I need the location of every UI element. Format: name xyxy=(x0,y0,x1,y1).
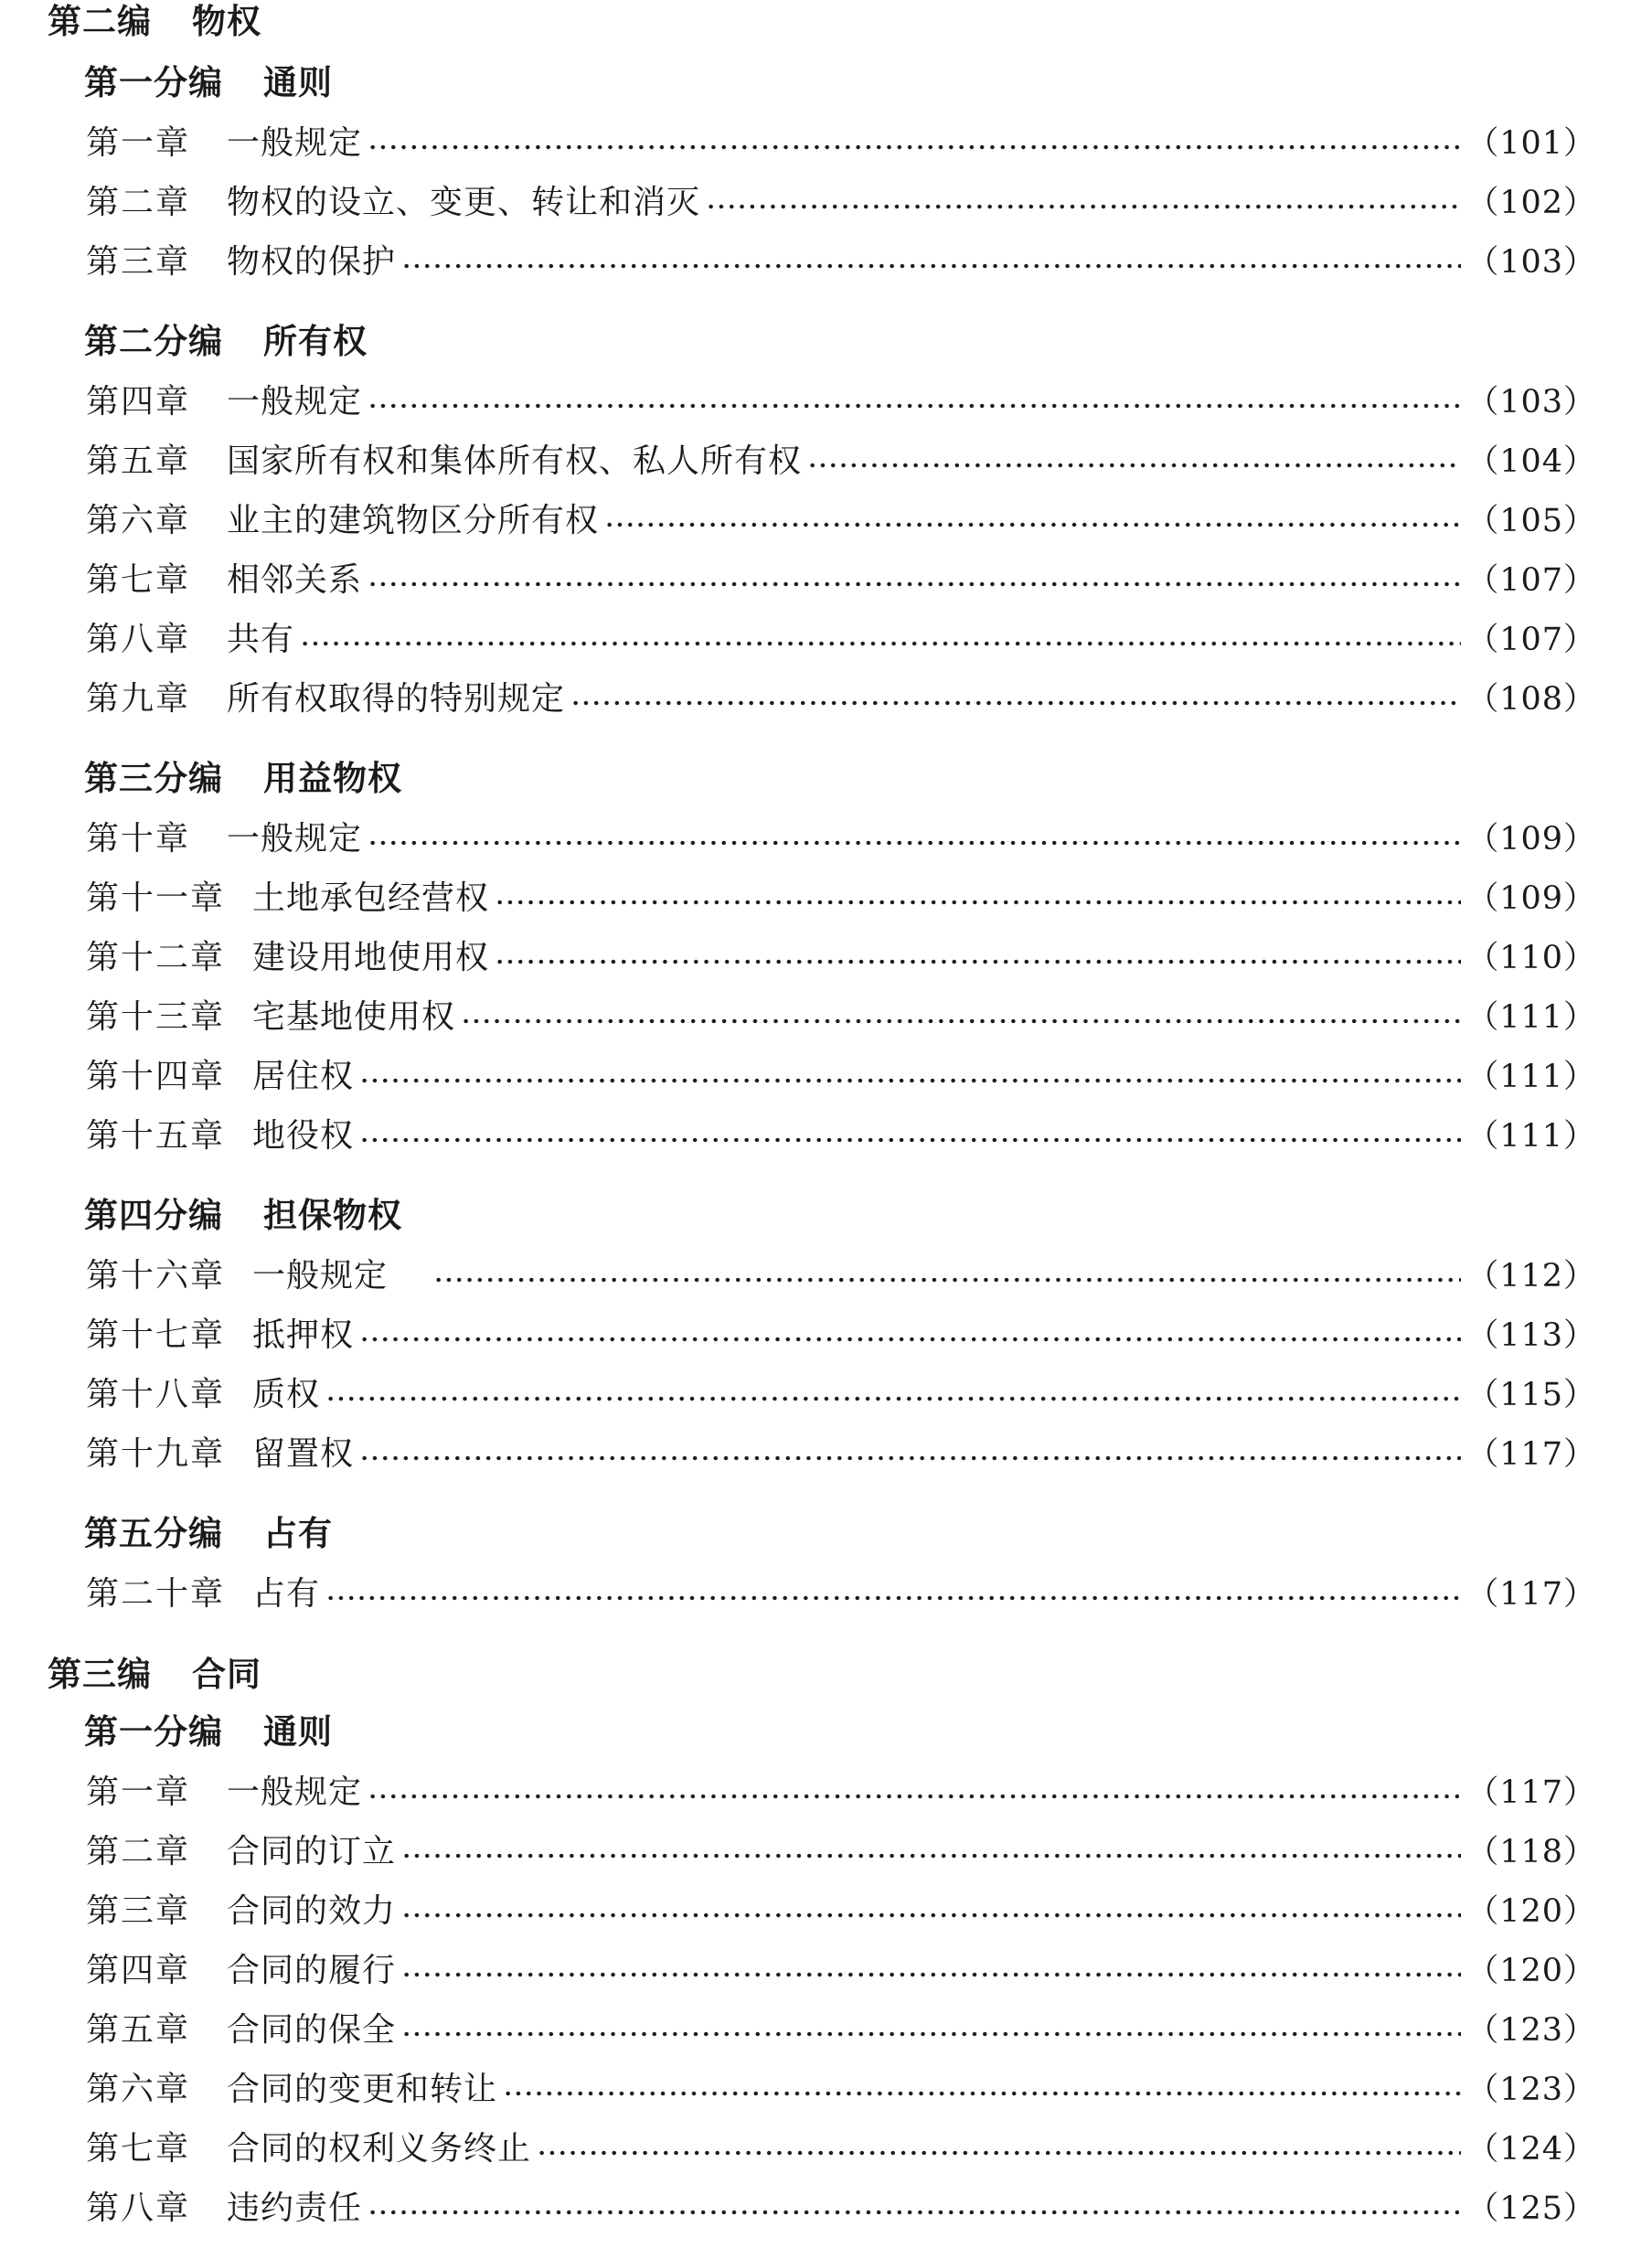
chapter-title: 占有 xyxy=(252,1575,321,1613)
chapter-number: 第十六章 xyxy=(86,1257,226,1294)
chapter-title: 抵押权 xyxy=(252,1316,355,1354)
chapter-title: 违约责任 xyxy=(227,2189,363,2227)
dot-leader xyxy=(368,144,1461,150)
chapter-title: 合同的履行 xyxy=(227,1952,397,1989)
chapter-title: 所有权取得的特别规定 xyxy=(227,680,566,718)
toc-entry[interactable] xyxy=(86,1951,1596,1991)
chapter-number: 第二章 xyxy=(86,184,191,221)
chapter-number: 第二十章 xyxy=(86,1575,226,1613)
chapter-number: 第七章 xyxy=(86,561,191,599)
toc-entry[interactable] xyxy=(86,1256,1596,1296)
page-number: （113） xyxy=(1466,1317,1596,1354)
subpart-name: 占有 xyxy=(263,1514,333,1553)
chapter-title: 合同的保全 xyxy=(227,2011,397,2049)
page-number: （124） xyxy=(1466,2131,1596,2168)
dot-leader xyxy=(401,1853,1461,1859)
toc-entry[interactable] xyxy=(86,123,1596,164)
subpart-name: 担保物权 xyxy=(263,1196,402,1235)
chapter-number: 第二章 xyxy=(86,1833,191,1870)
dot-leader xyxy=(368,581,1461,587)
page-number: （117） xyxy=(1466,1576,1596,1613)
page-number: （120） xyxy=(1466,1893,1596,1930)
toc-entry[interactable] xyxy=(86,938,1596,978)
chapter-title: 合同的变更和转让 xyxy=(227,2071,498,2108)
subpart-title xyxy=(84,759,402,798)
chapter-title: 国家所有权和集体所有权、私人所有权 xyxy=(227,442,803,480)
chapter-title: 宅基地使用权 xyxy=(252,998,456,1036)
toc-entry[interactable] xyxy=(86,1316,1596,1356)
dot-leader xyxy=(570,700,1461,706)
subpart-name: 通则 xyxy=(263,63,333,102)
chapter-title: 一般规定 xyxy=(227,124,363,162)
dot-leader xyxy=(604,522,1461,527)
chapter-number: 第六章 xyxy=(86,502,191,539)
page-number: （101） xyxy=(1466,125,1596,162)
chapter-number: 第三章 xyxy=(86,243,191,281)
subpart-name: 通则 xyxy=(263,1712,333,1752)
part-number: 第二编 xyxy=(48,2,152,41)
toc-entry[interactable] xyxy=(86,183,1596,223)
subpart-title xyxy=(84,1514,333,1553)
dot-leader xyxy=(401,2031,1461,2037)
chapter-number: 第六章 xyxy=(86,2071,191,2108)
dot-leader xyxy=(495,959,1461,964)
dot-leader xyxy=(537,2150,1461,2156)
dot-leader xyxy=(359,1078,1461,1083)
toc-entry[interactable] xyxy=(86,1116,1596,1156)
page-number: （107） xyxy=(1466,622,1596,658)
dot-leader xyxy=(325,1396,1461,1401)
toc-entry[interactable] xyxy=(86,242,1596,282)
chapter-number: 第一章 xyxy=(86,1774,191,1811)
dot-leader xyxy=(368,2210,1461,2215)
chapter-title: 质权 xyxy=(252,1376,321,1413)
chapter-number: 第八章 xyxy=(86,621,191,658)
dot-leader xyxy=(401,1912,1461,1918)
chapter-number: 第十八章 xyxy=(86,1376,226,1413)
page-number: （103） xyxy=(1466,384,1596,421)
dot-leader xyxy=(706,204,1461,209)
toc-entry[interactable] xyxy=(86,1832,1596,1872)
page-number: （111） xyxy=(1466,1118,1596,1155)
subpart-title xyxy=(84,1196,402,1235)
subpart-title xyxy=(84,322,368,361)
toc-entry[interactable] xyxy=(86,1574,1596,1614)
chapter-number: 第十二章 xyxy=(86,939,226,976)
part-name: 物权 xyxy=(192,2,261,41)
subpart-number: 第二分编 xyxy=(84,322,223,361)
chapter-number: 第十九章 xyxy=(86,1435,226,1473)
toc-entry[interactable] xyxy=(86,1434,1596,1475)
chapter-number: 第四章 xyxy=(86,1952,191,1989)
subpart-number: 第五分编 xyxy=(84,1514,223,1553)
page-number: （103） xyxy=(1466,244,1596,281)
part-number: 第三编 xyxy=(48,1655,152,1694)
chapter-number: 第七章 xyxy=(86,2130,191,2168)
dot-leader xyxy=(495,900,1461,905)
chapter-title: 一般规定 xyxy=(227,1774,363,1811)
part-title xyxy=(48,1655,261,1694)
subpart-title xyxy=(84,63,333,102)
chapter-title: 一般规定 xyxy=(227,820,363,858)
dot-leader xyxy=(300,641,1461,646)
chapter-number: 第十四章 xyxy=(86,1058,226,1095)
toc-entry[interactable] xyxy=(86,1057,1596,1097)
page-number: （117） xyxy=(1466,1774,1596,1811)
dot-leader xyxy=(461,1018,1461,1024)
toc-entry[interactable] xyxy=(86,2129,1596,2169)
dot-leader xyxy=(433,1277,1461,1283)
chapter-number: 第三章 xyxy=(86,1892,191,1930)
chapter-number: 第十七章 xyxy=(86,1316,226,1354)
toc-entry[interactable] xyxy=(86,1375,1596,1415)
subpart-number: 第一分编 xyxy=(84,63,223,102)
part-title xyxy=(48,2,261,41)
subpart-name: 所有权 xyxy=(263,322,368,361)
toc-entry[interactable] xyxy=(86,442,1596,482)
page-number: （123） xyxy=(1466,2012,1596,2049)
chapter-number: 第九章 xyxy=(86,680,191,718)
page-number: （104） xyxy=(1466,443,1596,480)
chapter-title: 一般规定 xyxy=(252,1257,389,1294)
chapter-title: 物权的设立、变更、转让和消灭 xyxy=(227,184,701,221)
page-number: （117） xyxy=(1466,1436,1596,1473)
dot-leader xyxy=(503,2091,1461,2096)
dot-leader xyxy=(368,1794,1461,1799)
dot-leader xyxy=(368,840,1461,846)
chapter-title: 土地承包经营权 xyxy=(252,879,490,917)
chapter-number: 第一章 xyxy=(86,124,191,162)
chapter-title: 合同的效力 xyxy=(227,1892,397,1930)
chapter-title: 建设用地使用权 xyxy=(252,939,490,976)
chapter-title: 合同的订立 xyxy=(227,1833,397,1870)
toc-entry[interactable] xyxy=(86,2070,1596,2110)
chapter-title: 业主的建筑物区分所有权 xyxy=(227,502,600,539)
dot-leader xyxy=(368,403,1461,409)
page-number: （125） xyxy=(1466,2190,1596,2227)
page-number: （110） xyxy=(1466,940,1596,976)
toc-entry[interactable] xyxy=(86,997,1596,1038)
page-number: （102） xyxy=(1466,185,1596,221)
chapter-number: 第八章 xyxy=(86,2189,191,2227)
page-number: （109） xyxy=(1466,821,1596,858)
toc-entry[interactable] xyxy=(86,620,1596,660)
chapter-title: 共有 xyxy=(227,621,295,658)
dot-leader xyxy=(325,1595,1461,1601)
dot-leader xyxy=(359,1455,1461,1461)
subpart-number: 第四分编 xyxy=(84,1196,223,1235)
toc-entry[interactable] xyxy=(86,501,1596,541)
chapter-number: 第十五章 xyxy=(86,1117,226,1155)
toc-entry[interactable] xyxy=(86,679,1596,719)
chapter-title: 地役权 xyxy=(252,1117,355,1155)
page-number: （123） xyxy=(1466,2072,1596,2108)
page-number: （107） xyxy=(1466,562,1596,599)
subpart-name: 用益物权 xyxy=(263,759,402,798)
dot-leader xyxy=(401,1972,1461,1977)
chapter-number: 第十一章 xyxy=(86,879,226,917)
subpart-number: 第一分编 xyxy=(84,1712,223,1752)
toc-entry[interactable] xyxy=(86,879,1596,919)
part-name: 合同 xyxy=(192,1655,261,1694)
dot-leader xyxy=(359,1337,1461,1342)
toc-entry[interactable] xyxy=(86,382,1596,422)
page-number: （115） xyxy=(1466,1377,1596,1413)
chapter-number: 第十章 xyxy=(86,820,191,858)
toc-entry[interactable] xyxy=(86,2010,1596,2051)
chapter-number: 第五章 xyxy=(86,2011,191,2049)
chapter-title: 留置权 xyxy=(252,1435,355,1473)
page-number: （109） xyxy=(1466,880,1596,917)
page-number: （118） xyxy=(1466,1834,1596,1870)
dot-leader xyxy=(401,263,1461,269)
toc-entry[interactable] xyxy=(86,560,1596,601)
chapter-number: 第十三章 xyxy=(86,998,226,1036)
subpart-title xyxy=(84,1712,333,1752)
chapter-title: 合同的权利义务终止 xyxy=(227,2130,532,2168)
toc-entry[interactable] xyxy=(86,2189,1596,2229)
toc-entry[interactable] xyxy=(86,1773,1596,1813)
page-number: （111） xyxy=(1466,999,1596,1036)
page-number: （105） xyxy=(1466,503,1596,539)
chapter-title: 一般规定 xyxy=(227,383,363,421)
page-number: （120） xyxy=(1466,1953,1596,1989)
chapter-title: 居住权 xyxy=(252,1058,355,1095)
chapter-number: 第五章 xyxy=(86,442,191,480)
chapter-number: 第四章 xyxy=(86,383,191,421)
toc-entry[interactable] xyxy=(86,1891,1596,1932)
dot-leader xyxy=(359,1137,1461,1143)
chapter-title: 物权的保护 xyxy=(227,243,397,281)
page-number: （108） xyxy=(1466,681,1596,718)
page-number: （111） xyxy=(1466,1059,1596,1095)
dot-leader xyxy=(807,463,1461,468)
chapter-title: 相邻关系 xyxy=(227,561,363,599)
subpart-number: 第三分编 xyxy=(84,759,223,798)
page-number: （112） xyxy=(1466,1258,1596,1294)
toc-entry[interactable] xyxy=(86,819,1596,859)
